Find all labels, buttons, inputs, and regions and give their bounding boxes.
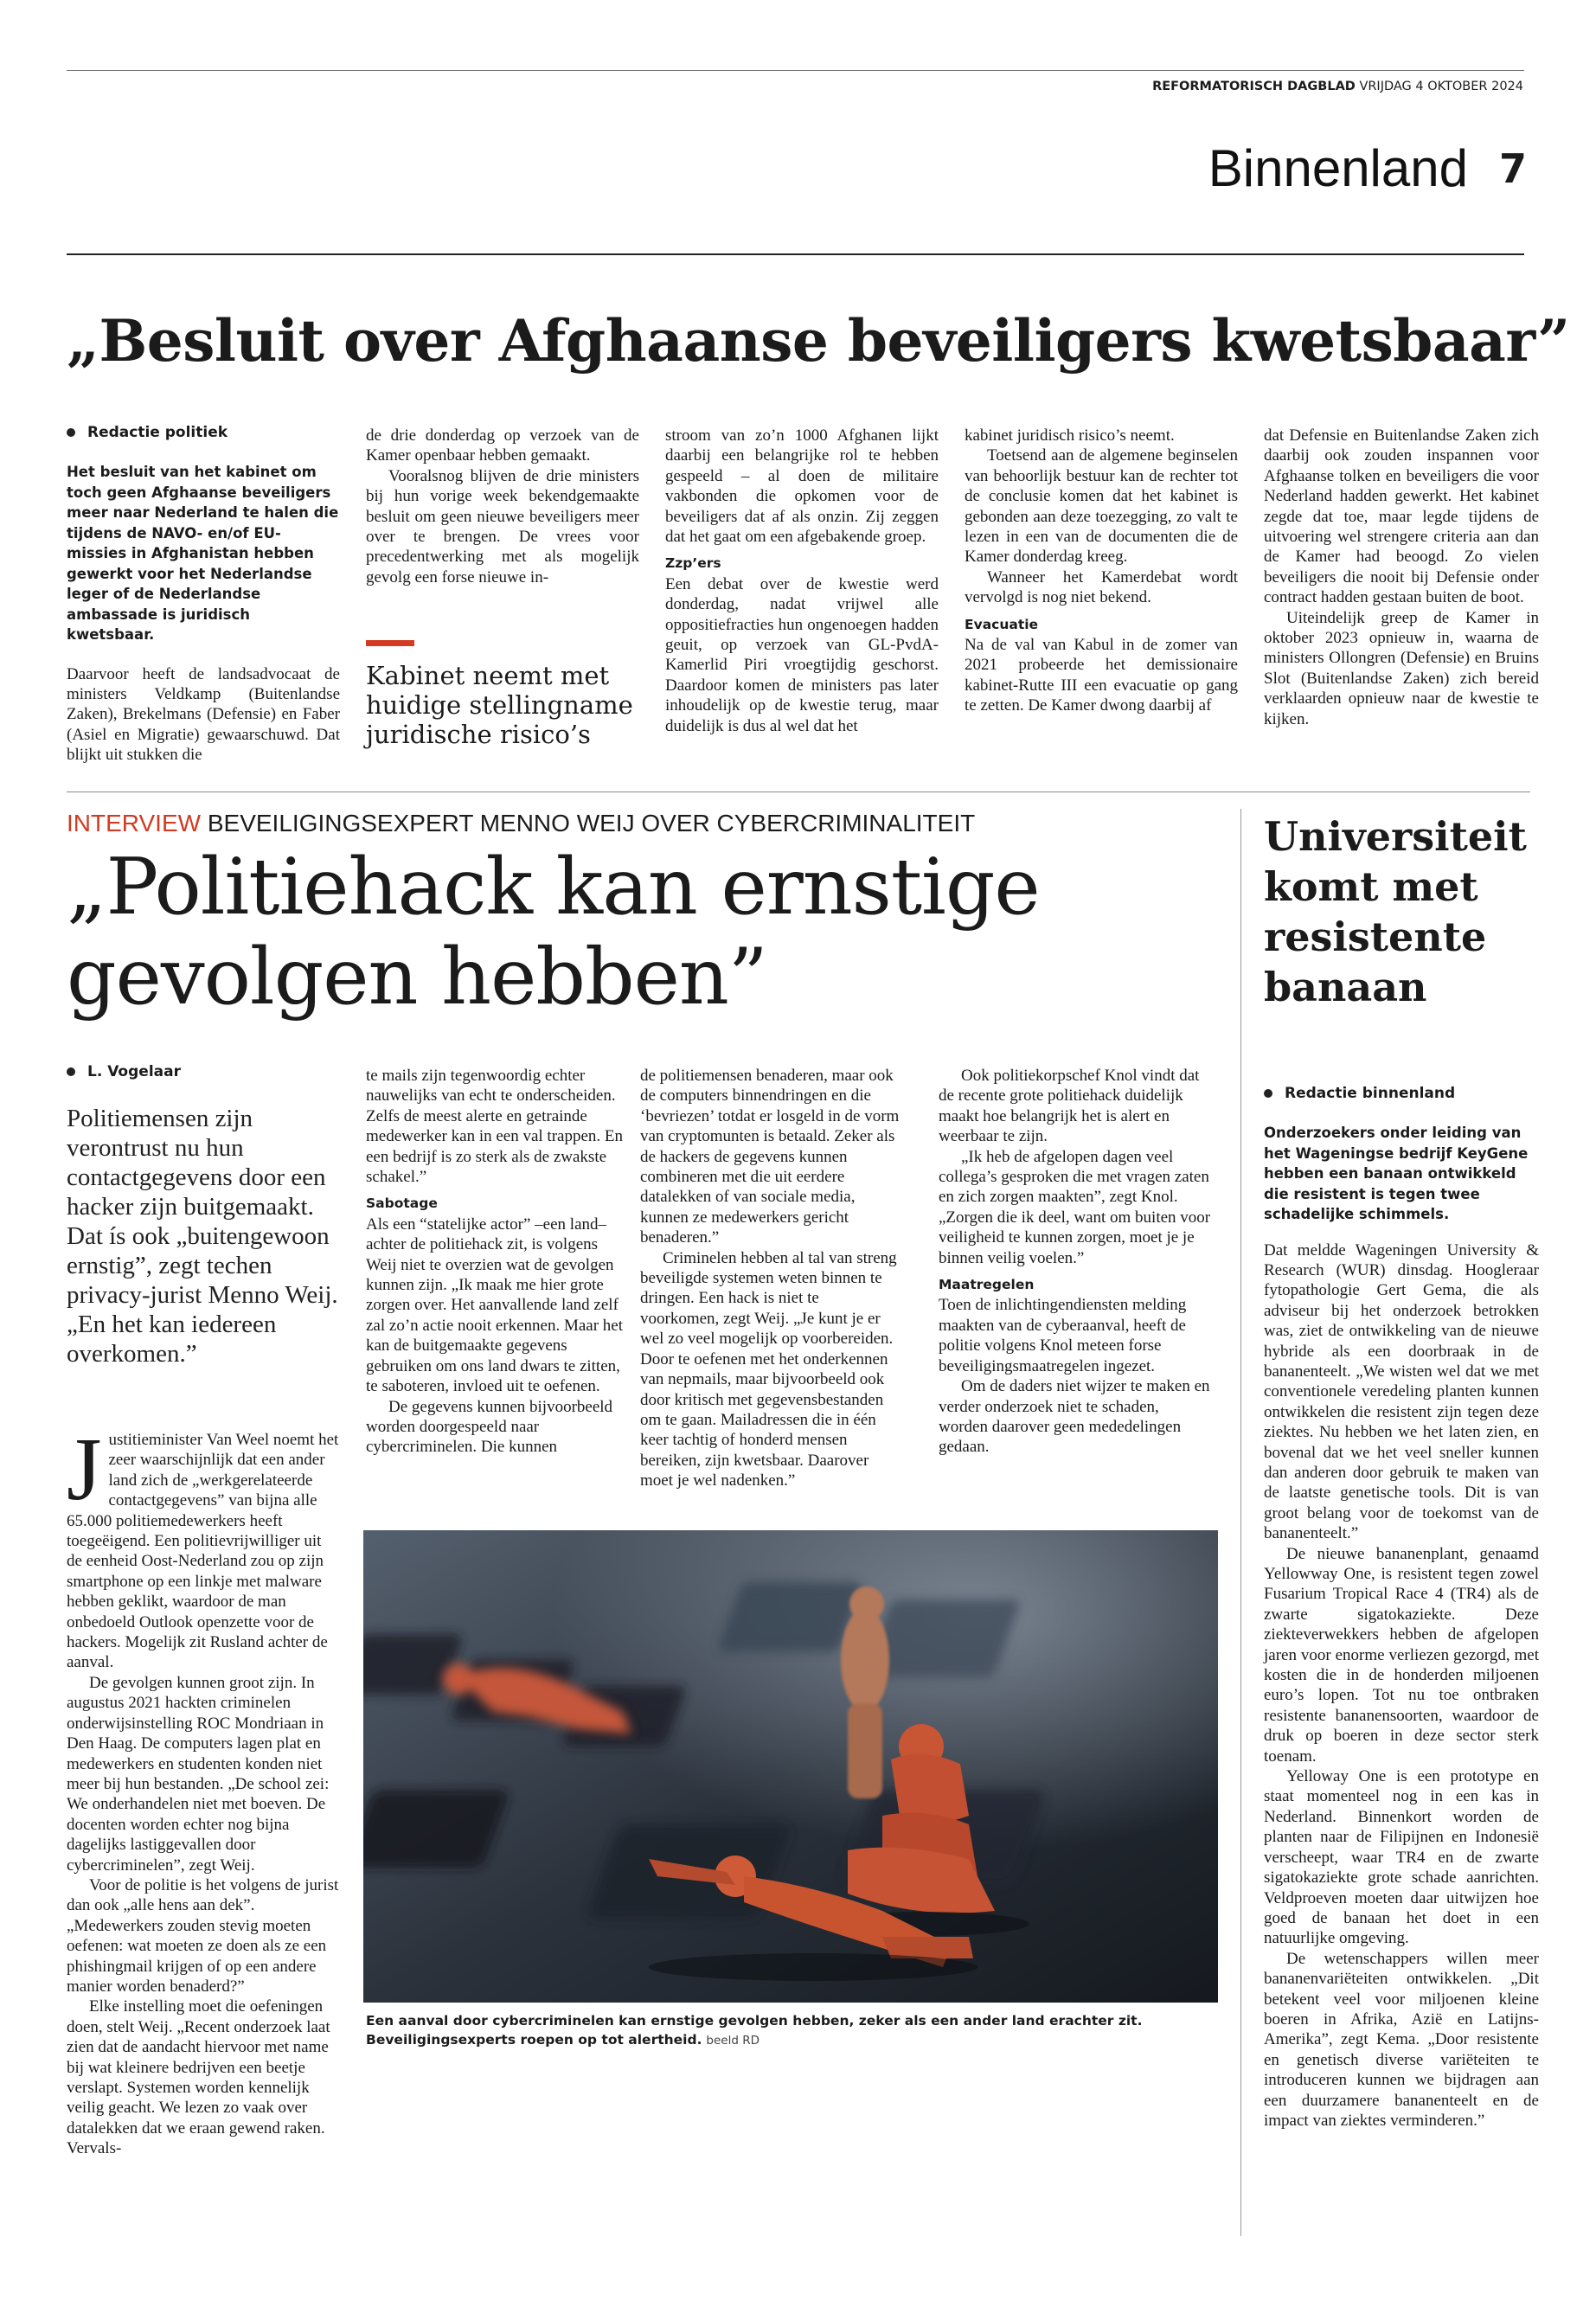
photo-caption: Een aanval door cybercriminelen kan ernstige gevolgen hebben, zeker als een ander land erachter zit. Beveiligingsexperts roepen op tot alertheid.: [366, 2013, 1143, 2048]
sidebar-p2: De nieuwe bananenplant, genaamd Yellowway One, is resistent tegen zowel Fusarium Tropical Race 4 (TR4) als de zwarte sigatokaziekte. Deze ziekteverwekkers hebben de afgelopen jaren voor enorme verliezen gezorgd, met kosten die in de honderden miljoenen euro’s lopen. Tot nu toe ontbraken resistente bananensoorten, waardoor de druk op boeren in deze sector sterk toenam.: [1264, 1544, 1539, 1766]
interview-photo: [363, 1530, 1218, 2003]
sidebar-byline-text: Redactie binnenland: [1285, 1085, 1456, 1102]
top-col3-p1: stroom van zo’n 1000 Afghanen lijkt daarbij een belangrijke rol te hebben gespeeld – al doen de militaire vakbonden die opkomen voor de beveiligers dat af als onzin. Zij zeggen dat het gaat om een afgebakende groep.: [665, 426, 939, 547]
top-col4-p2: Toetsend aan de algemene beginselen van behoorlijk bestuur kan de rechter tot de conclusie komen dat het kabinet is gebonden aan deze toezegging, zo valt te lezen in een van de documenten die de Kamer donderdag kreeg.: [965, 446, 1238, 567]
interview-col1-p4: Elke instelling moet die oefeningen doen, stelt Weij. „Recent onderzoek laat zien dat de aandacht hiervoor met name bij wat kleinere bedrijven een beetje verslapt. Systemen worden kennelijk veilig geacht. We lezen zo vaak over datalekken dat we eraan gewend raken. Vervals-: [67, 1997, 330, 2158]
interview-col2-sub: Sabotage: [366, 1195, 438, 1212]
interview-col3-p1: de politiemensen benaderen, maar ook de computers binnendringen en die ‘bevriezen’ totdat er losgeld in de vorm van cryptomunten is betaald. Zeker als de hackers de gegevens kunnen combineren met die uit eerdere datalekken of van sociale media, kunnen ze medewerkers gericht benaderen.”: [640, 1067, 900, 1247]
interview-byline-text: L. Vogelaar: [87, 1063, 181, 1080]
photo-caption-block: [366, 2011, 1218, 2050]
top-col5-p1: dat Defensie en Buitenlandse Zaken zich daarbij ook zouden inspannen voor Afghaanse tolken en beveiligers die voor Nederland hadden gewerkt. Het kabinet zegde dat toe, maar legde tijdens de uitvoering wel strengere criteria aan dan de Kamer had beoogd. Zo vielen beveiligers die nooit bij Defensie onder contract hadden gestaan buiten de boot.: [1264, 426, 1539, 607]
paper-name: REFORMATORISCH DAGBLAD: [1152, 80, 1356, 93]
top-col-1: [67, 462, 340, 766]
top-col4-p3: Wanneer het Kamerdebat wordt vervolgd is nog niet bekend.: [965, 567, 1238, 607]
interview-col1-p2: De gevolgen kunnen groot zijn. In augustus 2021 hackten criminelen onderwijsinstelling ROC Mondriaan in Den Haag. De computers lagen plat en medewerkers en studenten konden niet meer bij hun bestanden. „De school zei: We onderhandelen niet met boeven. De docenten worden echter nog bijna dagelijks lastiggevallen door cybercriminelen”, zegt Weij.: [67, 1673, 330, 1875]
interview-intro: Politiemensen zijn verontrust nu hun contactgegevens door een hacker zijn buitgemaakt. Dat ís ook „buitengewoon ernstig”, zegt techen privacy-jurist Menno Weij. „En het kan iedereen overkomen.”: [67, 1105, 338, 1368]
interview-col4-p4: Om de daders niet wijzer te maken en verder onderzoek niet te schaden, worden daarover geen mededelingen gedaan.: [939, 1377, 1210, 1457]
byline-dot-icon: [67, 428, 75, 437]
section-rule: [67, 253, 1524, 255]
interview-col4-p3: Toen de inlichtingendiensten melding maakten van de cyberaanval, heeft de politie volgens Knol meteen forse beveiligingsmaatregelen ingezet.: [939, 1296, 1187, 1375]
top-col2-p1: de drie donderdag op verzoek van de Kamer openbaar hebben gemaakt.: [366, 426, 639, 465]
top-col-4: [965, 426, 1238, 716]
masthead-dateline: [1152, 80, 1523, 93]
sidebar-lead: Onderzoekers onder leiding van het Wageningse bedrijf KeyGene hebben een banaan ontwikkeld die resistent is tegen twee schadelijke schimmels.: [1264, 1125, 1529, 1222]
top-byline: [67, 424, 228, 441]
sidebar-headline: Universiteit komt met resistente banaan: [1264, 813, 1527, 1010]
top-col1-p1: Daarvoor heeft de landsadvocaat de ministers Veldkamp (Buitenlandse Zaken), Brekelmans (Defensie) en Faber (Asiel en Migratie) gewaarschuwd. Dat blijkt uit stukken die: [67, 664, 340, 765]
byline-dot-icon: [67, 1067, 75, 1076]
toy-soldiers-on-keyboard-image: [363, 1530, 1218, 2003]
photo-credit: beeld RD: [706, 2034, 760, 2048]
top-col4-p4: Na de val van Kabul in de zomer van 2021 probeerde het demissionaire kabinet-Rutte III een evacuatie op gang te zetten. De Kamer dwong daarbij af: [965, 636, 1238, 715]
issue-date: VRIJDAG 4 OKTOBER 2024: [1359, 80, 1523, 93]
interview-col3-p2: Criminelen hebben al tal van streng beveiligde systemen weten binnen te dringen. Een hack is niet te voorkomen, zegt Weij. „Je kunt je er wel zo veel mogelijk op voorbereiden. Door te oefenen met het onderkennen van nepmails, maar bijvoorbeeld ook door kritisch met gegevensbestanden om te gaan. Mailadressen die in één keer tachtig of honderd mensen bereiken, zijn kwetsbaar. Daarover moet je wel nadenken.”: [640, 1248, 897, 1490]
interview-headline: „Politiehack kan ernstige gevolgen hebben”: [67, 842, 1040, 1022]
top-lead: Het besluit van het kabinet om toch geen Afghaanse beveiligers meer naar Nederland te halen die tijdens de NAVO- en/of EU-missies in Afghanistan hebben gewerkt voor het Nederlandse leger of de Nederlandse ambassade is juridisch kwetsbaar.: [67, 464, 339, 643]
top-col5-p2: Uiteindelijk greep de Kamer in oktober 2023 opnieuw in, waarna de ministers Ollongren (Defensie) en Bruins Slot (Buitenlandse Zaken) zich bereid verklaarden opnieuw naar de kwestie te kijken.: [1264, 608, 1539, 728]
top-col2-p2: Vooralsnog blijven de drie ministers bij hun vorige week bekendgemaakte besluit om geen nieuwe beveiligers meer over te brengen. De vrees voor precedentwerking met als mogelijk gevolg een forse nieuwe in-: [366, 466, 639, 586]
kicker-label: INTERVIEW: [67, 810, 202, 836]
byline-dot-icon: [1264, 1089, 1272, 1098]
interview-kicker: [67, 810, 975, 837]
top-col-5: [1264, 426, 1539, 729]
top-col-3: [665, 426, 939, 736]
top-pullquote: Kabinet neemt met huidige stellingname juridische risico’s: [366, 661, 633, 749]
sidebar-body: [1264, 1123, 1539, 2131]
masthead-top-rule: [67, 70, 1524, 71]
interview-col2-p3: De gegevens kunnen bijvoorbeeld worden doorgespeeld naar cybercriminelen. Die kunnen: [366, 1397, 613, 1457]
top-col3-sub: Zzp’ers: [665, 555, 721, 572]
sidebar-p4: De wetenschappers willen meer bananenvariëteiten ontwikkelen. „Dit betekent veel voor miljoenen kleine boeren in Afrika, Azië en Latijns-Amerika”, zegt Kema. „Door resistente en genetisch diverse variëteiten te introduceren kunnen we bijdragen aan een duurzamere bananenteelt en de impact van ziektes verminderen.”: [1264, 1949, 1539, 2130]
interview-byline: [67, 1063, 181, 1080]
interview-col-4: [939, 1066, 1211, 1458]
top-byline-text: Redactie politiek: [87, 424, 228, 441]
sidebar-byline: [1264, 1085, 1455, 1102]
interview-col4-p2: „Ik heb de afgelopen dagen veel collega’s gesproken die met vragen zaten en zich zorgen maakten”, zegt Knol. „Zorgen die ik deel, want om buiten voor veiligheid te kunnen zorgen, moet je je binnen veilig voelen.”: [939, 1147, 1211, 1267]
top-col-2: [366, 426, 639, 587]
drop-cap: J: [67, 1420, 102, 1519]
top-col4-sub: Evacuatie: [965, 616, 1039, 632]
interview-col1-p3: Voor de politie is het volgens de jurist dan ook „alle hens aan dek”. „Medewerkers zouden stevig moeten oefenen: wat moeten ze doen als ze een phishingmail krijgen of op een andere manier worden benaderd?”: [67, 1875, 339, 1996]
top-col4-p1: kabinet juridisch risico’s neemt.: [965, 426, 1175, 445]
interview-col1-p1-text: ustitieminister Van Weel noemt het zeer waarschijnlijk dat een ander land zich de „werkgerelateerde contactgegevens” van bijna alle 65.000 politiemedewerkers heeft toegeëigend. Een politievrijwilliger uit de eenheid Oost-Nederland zou op zijn smartphone op een linkje met malware hebben geklikt, waardoor de man onbedoeld Outlook openzette voor de hackers. Mogelijk zit Rusland achter de aanval.: [67, 1431, 339, 1672]
interview-col2-p1: te mails zijn tegenwoordig echter nauwelijks van echt te onderscheiden. Zelfs de meest alerte en getrainde medewerker kan in een val trappen. En een bedrijf is zo sterk als de zwakste schakel.”: [366, 1067, 624, 1187]
interview-col4-sub: Maatregelen: [939, 1277, 1035, 1293]
interview-col-2: [366, 1066, 624, 1458]
interview-col1-p1: [67, 1420, 340, 1673]
interview-col-1: [67, 1420, 340, 2159]
sidebar-p3: Yelloway One is een prototype en staat momenteel nog in een kas in Nederland. Binnenkort worden de planten naar de Filipijnen en Indonesië verscheept, waar TR4 en de zwarte sigatokaziekte grote schade aanrichten. Veldproeven moeten daar uitwijzen hoe goed de banaan het doet in een natuurlijke omgeving.: [1264, 1767, 1539, 1948]
pullquote-accent-bar: [366, 640, 414, 646]
kicker-text: BEVEILIGINGSEXPERT MENNO WEIJ OVER CYBERCRIMINALITEIT: [207, 810, 976, 836]
page-number: 7: [1498, 145, 1527, 192]
interview-col-3: [640, 1066, 900, 1491]
interview-col4-p1: Ook politiekorpschef Knol vindt dat de recente grote politiehack duidelijk maakt hoe belangrijk het is alert en weerbaar te zijn.: [939, 1067, 1200, 1146]
interview-col2-p2: Als een “statelijke actor” –een land– achter de politiehack zit, is volgens Weij niet te overzien wat de gevolgen kunnen zijn. „Ik maak me hier grote zorgen over. Het aanvallende land zelf zal zo’n actie nooit erkennen. Maar het kan de buitgemaakte gegevens gebruiken om ons land dwars te zitten, te saboteren, invloed uit te oefenen.: [366, 1215, 623, 1396]
top-col3-p2: Een debat over de kwestie werd donderdag, nadat vrijwel alle oppositiefracties hun ongenoegen hadden geuit, op verzoek van GL-PvdA-Kamerlid Piri vroegtijdig geschorst. Daardoor komen de ministers pas later inhoudelijk op de kwestie terug, maar duidelijk is dus al wel dat het: [665, 574, 939, 735]
section-title: Binnenland: [1208, 139, 1468, 197]
sidebar-p1: Dat meldde Wageningen University & Research (WUR) dinsdag. Hoogleraar fytopathologie Gert Gema, die als adviseur bij het onderzoek betrokken was, ziet de ontwikkeling van de nieuwe hybride als een doorbraak in de bananenteelt. „We wisten wel dat we met conventionele veredeling planten kunnen ontwikkelen die resistent zijn tegen deze ziektes. Nu hebben we het laten zien, en bovenal dat we het veel sneller kunnen dan anderen door gebruik te maken van de laatste genetische tools. Dit is van groot belang voor de toekomst van de bananenteelt.”: [1264, 1240, 1539, 1543]
sidebar-divider: [1240, 809, 1241, 2236]
top-headline: „Besluit over Afghaanse beveiligers kwetsbaar”: [67, 307, 1570, 375]
